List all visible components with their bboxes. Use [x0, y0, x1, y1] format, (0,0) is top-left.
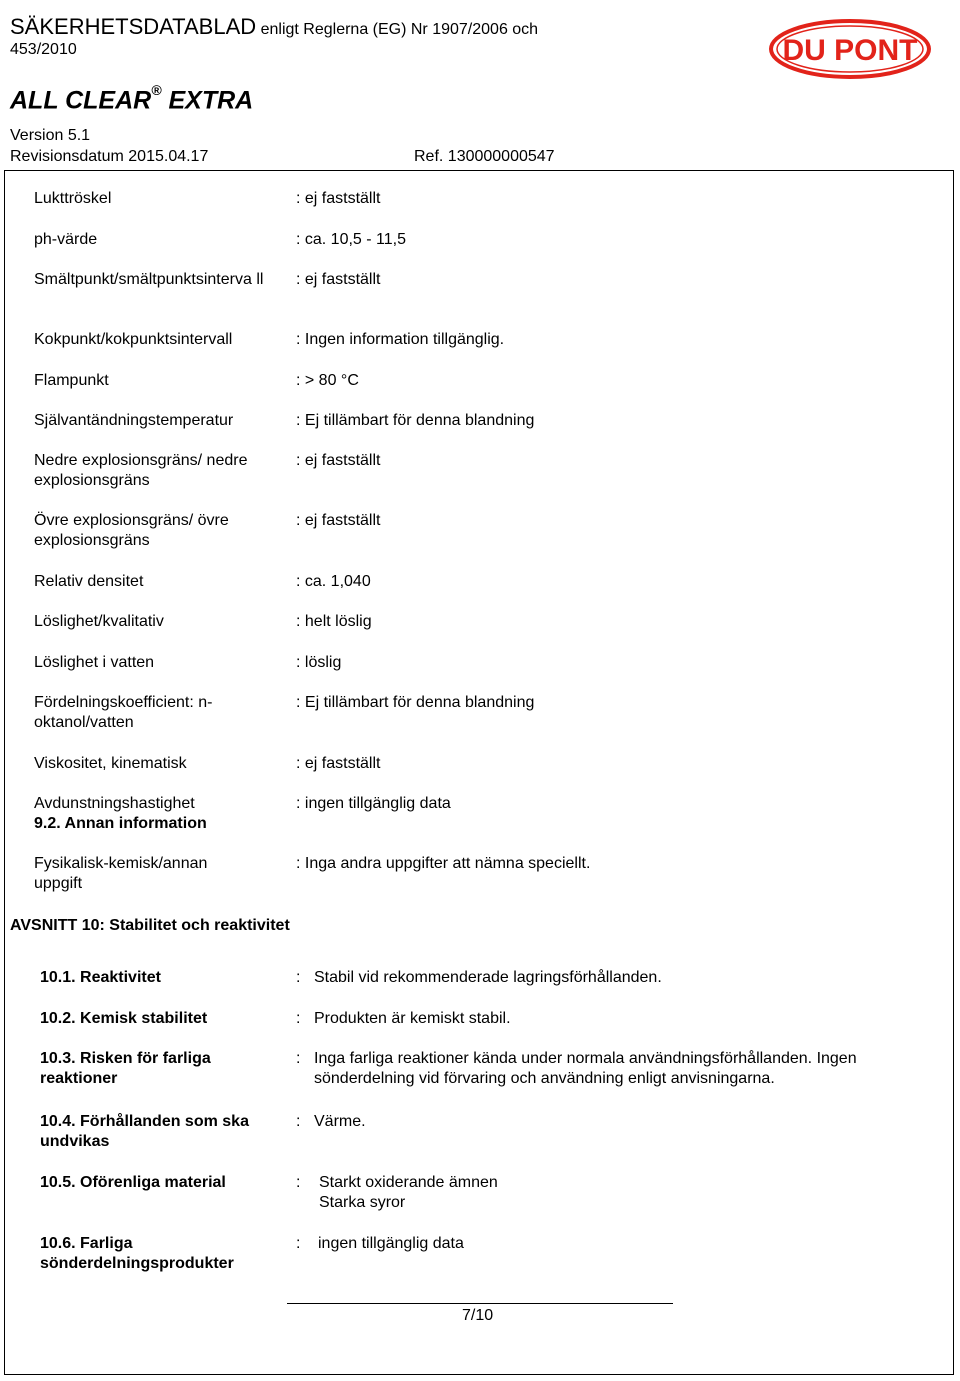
prop-value: : ingen tillgänglig data	[296, 795, 451, 812]
prop-value: : ej fastställt	[296, 271, 381, 288]
s10-colon: :	[296, 1050, 301, 1067]
prop-label: Kokpunkt/kokpunktsintervall	[34, 331, 233, 348]
s10-value: Starkt oxiderande ämnen	[319, 1174, 498, 1191]
prop-label: Relativ densitet	[34, 573, 144, 590]
prop-value: : > 80 °C	[296, 372, 359, 389]
prop-value: : Ej tillämbart för denna blandning	[296, 694, 535, 711]
revision-date: Revisionsdatum 2015.04.17	[10, 148, 209, 165]
product-name-main: ALL CLEAR	[10, 86, 152, 115]
s10-value: ingen tillgänglig data	[318, 1235, 464, 1252]
dupont-logo	[768, 18, 932, 80]
document-title-rest: enligt Reglerna (EG) Nr 1907/2006 och	[256, 21, 539, 38]
section-10-heading: AVSNITT 10: Stabilitet och reaktivitet	[10, 917, 290, 934]
page-number: 7/10	[462, 1307, 494, 1324]
document-title	[10, 14, 538, 40]
prop-label: Smältpunkt/smältpunktsinterva ll	[34, 271, 264, 288]
prop-value: : ej fastställt	[296, 452, 381, 469]
prop-label: Fördelningskoefficient: n-oktanol/vatten	[34, 694, 213, 731]
prop-label: Nedre explosionsgräns/ nedre explosionsgräns	[34, 452, 248, 489]
s10-colon: :	[296, 969, 301, 986]
s10-value: Produkten är kemiskt stabil.	[314, 1010, 511, 1027]
product-name	[10, 82, 254, 115]
prop-label: Lukttröskel	[34, 190, 112, 207]
prop-label: ph-värde	[34, 231, 98, 248]
prop-value: : Ej tillämbart för denna blandning	[296, 412, 535, 429]
prop-value: : helt löslig	[296, 613, 372, 630]
prop-label: Fysikalisk-kemisk/annan uppgift	[34, 855, 208, 892]
prop-value: : ca. 1,040	[296, 573, 371, 590]
s10-value-cont: Starka syror	[319, 1194, 406, 1211]
prop-label: Avdunstningshastighet	[34, 795, 195, 812]
prop-value: : löslig	[296, 654, 342, 671]
version: Version 5.1	[10, 127, 91, 144]
prop-value: : Ingen information tillgänglig.	[296, 331, 505, 348]
s10-value: Stabil vid rekommenderade lagringsförhållanden.	[314, 969, 662, 986]
s10-label: 10.2. Kemisk stabilitet	[40, 1010, 208, 1027]
prop-label: Löslighet/kvalitativ	[34, 613, 164, 630]
prop-value: : ej fastställt	[296, 190, 381, 207]
prop-label: Övre explosionsgräns/ övre explosionsgräns	[34, 512, 229, 549]
prop-label: Viskositet, kinematisk	[34, 755, 187, 772]
s10-value: Värme.	[314, 1113, 366, 1130]
s10-colon: :	[296, 1235, 301, 1252]
prop-label: Flampunkt	[34, 372, 109, 389]
subsection-heading-9-2: 9.2. Annan information	[34, 815, 207, 832]
s10-label: 10.1. Reaktivitet	[40, 969, 161, 986]
product-name-suffix: EXTRA	[161, 86, 254, 115]
prop-label: Självantändningstemperatur	[34, 412, 234, 429]
s10-label: 10.6. Farliga sönderdelningsprodukter	[40, 1235, 234, 1272]
s10-label: 10.4. Förhållanden som ska undvikas	[40, 1113, 249, 1150]
registered-mark: ®	[151, 82, 162, 98]
document-title-main: SÄKERHETSDATABLAD	[10, 14, 257, 39]
s10-value-cont: sönderdelning vid förvaring och användning enligt anvisningarna.	[314, 1070, 775, 1087]
logo-text: DU PONT	[782, 34, 918, 67]
s10-colon: :	[296, 1113, 301, 1130]
prop-label: Löslighet i vatten	[34, 654, 155, 671]
s10-colon: :	[296, 1174, 301, 1191]
footer-divider	[287, 1303, 673, 1304]
s10-colon: :	[296, 1010, 301, 1027]
prop-value: : ca. 10,5 - 11,5	[296, 231, 406, 248]
reference-number: Ref. 130000000547	[414, 148, 555, 165]
document-title-line2: 453/2010	[10, 41, 77, 58]
s10-label: 10.3. Risken för farliga reaktioner	[40, 1050, 211, 1087]
s10-value: Inga farliga reaktioner kända under normala användningsförhållanden. Ingen	[314, 1050, 857, 1067]
s10-label: 10.5. Oförenliga material	[40, 1174, 226, 1191]
prop-value: : ej fastställt	[296, 512, 381, 529]
prop-value: : Inga andra uppgifter att nämna speciellt.	[296, 855, 591, 872]
prop-value: : ej fastställt	[296, 755, 381, 772]
